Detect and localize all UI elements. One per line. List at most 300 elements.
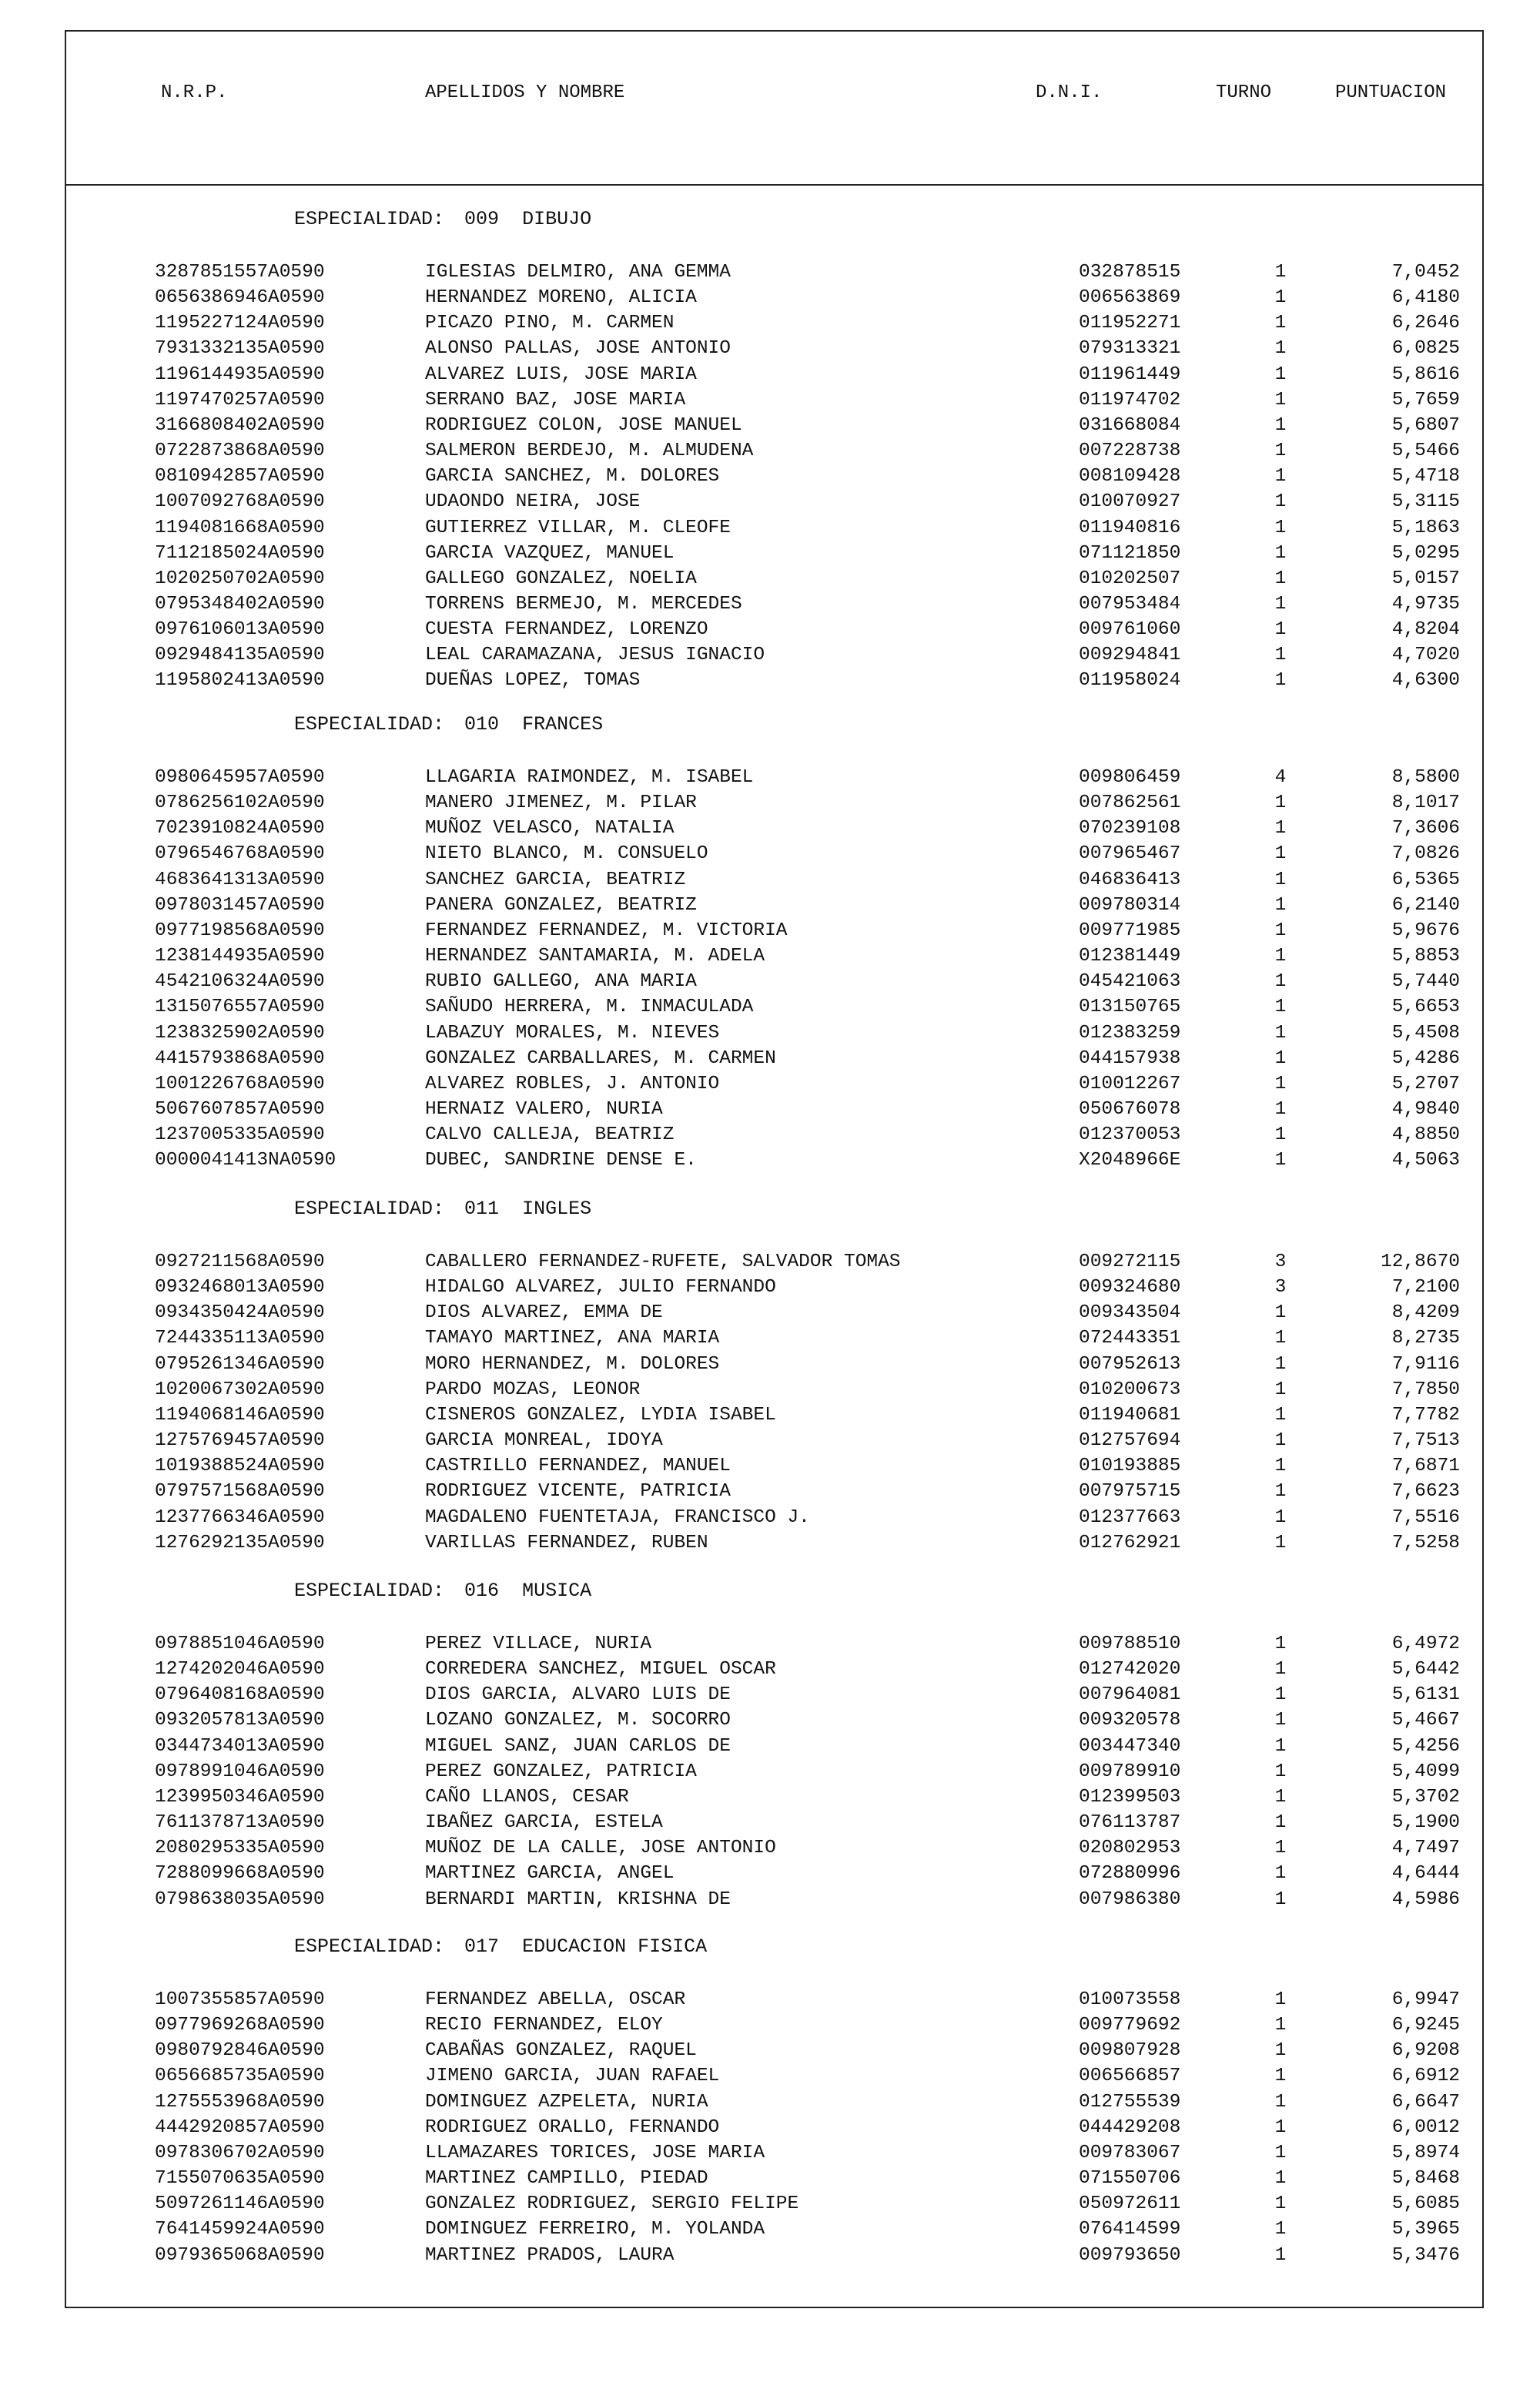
cell-puntuacion: 5,6085 xyxy=(1391,2193,1460,2215)
cell-apellidos-nombre: HERNAIZ VALERO, NURIA xyxy=(425,1098,663,1120)
cell-turno: 1 xyxy=(1274,542,1287,564)
table-row xyxy=(66,617,1482,642)
cell-nrp: 1001226768A0590 xyxy=(155,1073,325,1094)
cell-nrp: 0932468013A0590 xyxy=(155,1277,325,1299)
cell-apellidos-nombre: GONZALEZ CARBALLARES, M. CARMEN xyxy=(425,1047,776,1069)
cell-nrp: 0976106013A0590 xyxy=(155,619,325,641)
cell-apellidos-nombre: LLAMAZARES TORICES, JOSE MARIA xyxy=(425,2142,765,2163)
cell-apellidos-nombre: GUTIERREZ VILLAR, M. CLEOFE xyxy=(425,517,731,538)
table-row xyxy=(66,1428,1482,1453)
table-row xyxy=(66,918,1482,943)
cell-puntuacion: 7,7782 xyxy=(1391,1404,1460,1426)
cell-nrp: 1195802413A0590 xyxy=(155,670,325,692)
table-row xyxy=(66,1275,1482,1300)
cell-turno: 1 xyxy=(1274,2091,1287,2113)
header-nrp: N.R.P. xyxy=(161,82,228,103)
cell-puntuacion: 5,4099 xyxy=(1391,1761,1460,1782)
cell-puntuacion: 7,0452 xyxy=(1391,262,1460,283)
cell-nrp: 4415793868A0590 xyxy=(155,1047,325,1069)
cell-dni: 079313321 xyxy=(1079,338,1181,360)
cell-apellidos-nombre: JIMENO GARCIA, JUAN RAFAEL xyxy=(425,2066,720,2087)
cell-nrp: 1315076557A0590 xyxy=(155,997,325,1018)
cell-turno: 1 xyxy=(1274,1481,1287,1503)
cell-apellidos-nombre: CORREDERA SANCHEZ, MIGUEL OSCAR xyxy=(425,1659,776,1681)
cell-dni: 050972611 xyxy=(1079,2193,1181,2215)
cell-nrp: 1237005335A0590 xyxy=(155,1124,325,1146)
cell-apellidos-nombre: DIOS GARCIA, ALVARO LUIS DE xyxy=(425,1684,731,1706)
cell-turno: 1 xyxy=(1274,1786,1287,1808)
cell-apellidos-nombre: ALVAREZ LUIS, JOSE MARIA xyxy=(425,364,697,385)
cell-turno: 1 xyxy=(1274,869,1287,890)
cell-dni: 009806459 xyxy=(1079,767,1181,788)
table-row xyxy=(66,1657,1482,1682)
cell-apellidos-nombre: DUEÑAS LOPEZ, TOMAS xyxy=(425,670,641,692)
table-row xyxy=(66,2089,1482,2115)
cell-turno: 1 xyxy=(1274,1863,1287,1885)
table-header xyxy=(66,32,1482,186)
cell-dni: 011940816 xyxy=(1079,517,1181,538)
cell-nrp: 0978306702A0590 xyxy=(155,2142,325,2163)
cell-dni: 003447340 xyxy=(1079,1735,1181,1757)
cell-apellidos-nombre: SAÑUDO HERRERA, M. INMACULADA xyxy=(425,997,754,1018)
cell-turno: 1 xyxy=(1274,1735,1287,1757)
table-row xyxy=(66,310,1482,336)
cell-dni: 076113787 xyxy=(1079,1812,1181,1834)
cell-turno: 1 xyxy=(1274,1150,1287,1171)
cell-nrp: 0656685735A0590 xyxy=(155,2066,325,2087)
cell-puntuacion: 5,4718 xyxy=(1391,466,1460,488)
cell-turno: 1 xyxy=(1274,1888,1287,1910)
cell-puntuacion: 8,4209 xyxy=(1391,1302,1460,1324)
table-row xyxy=(66,413,1482,438)
cell-nrp: 7112185024A0590 xyxy=(155,542,325,564)
cell-turno: 1 xyxy=(1274,414,1287,436)
table-row xyxy=(66,464,1482,489)
cell-dni: 046836413 xyxy=(1079,869,1181,890)
specialty-name: DIBUJO xyxy=(522,208,592,230)
cell-dni: 031668084 xyxy=(1079,414,1181,436)
cell-apellidos-nombre: CABAÑAS GONZALEZ, RAQUEL xyxy=(425,2040,697,2062)
table-row xyxy=(66,2166,1482,2191)
cell-apellidos-nombre: HIDALGO ALVAREZ, JULIO FERNANDO xyxy=(425,1277,776,1299)
cell-apellidos-nombre: SERRANO BAZ, JOSE MARIA xyxy=(425,389,686,411)
cell-nrp: 1274202046A0590 xyxy=(155,1659,325,1681)
cell-nrp: 7244335113A0590 xyxy=(155,1328,325,1349)
table-row xyxy=(66,1505,1482,1530)
cell-nrp: 1275769457A0590 xyxy=(155,1430,325,1452)
cell-dni: 010200673 xyxy=(1079,1379,1181,1400)
specialty-code: 010 xyxy=(464,713,500,736)
cell-turno: 1 xyxy=(1274,1098,1287,1120)
cell-turno: 1 xyxy=(1274,2219,1287,2240)
cell-puntuacion: 5,3476 xyxy=(1391,2244,1460,2266)
cell-dni: 009771985 xyxy=(1079,920,1181,941)
cell-dni: 012383259 xyxy=(1079,1022,1181,1044)
table-row xyxy=(66,2115,1482,2140)
cell-turno: 1 xyxy=(1274,338,1287,360)
cell-turno: 1 xyxy=(1274,1838,1287,1859)
cell-turno: 3 xyxy=(1274,1252,1287,1272)
table-row xyxy=(66,591,1482,617)
cell-turno: 1 xyxy=(1274,2193,1287,2215)
cell-nrp: 7023910824A0590 xyxy=(155,818,325,839)
cell-turno: 1 xyxy=(1274,2116,1287,2138)
cell-apellidos-nombre: MARTINEZ CAMPILLO, PIEDAD xyxy=(425,2168,708,2190)
cell-puntuacion: 5,9676 xyxy=(1391,920,1460,941)
cell-turno: 1 xyxy=(1274,1456,1287,1477)
cell-turno: 1 xyxy=(1274,1761,1287,1782)
cell-turno: 1 xyxy=(1274,364,1287,385)
table-row xyxy=(66,1402,1482,1428)
specialty-name: INGLES xyxy=(522,1198,592,1220)
table-row xyxy=(66,2217,1482,2242)
specialty-title xyxy=(294,1198,591,1220)
table-row xyxy=(66,1249,1482,1275)
cell-puntuacion: 7,5516 xyxy=(1391,1506,1460,1528)
cell-dni: 011958024 xyxy=(1079,670,1181,692)
cell-turno: 1 xyxy=(1274,946,1287,967)
table-row xyxy=(66,1300,1482,1325)
cell-dni: 010012267 xyxy=(1079,1073,1181,1094)
cell-dni: 012377663 xyxy=(1079,1506,1181,1528)
cell-apellidos-nombre: DIOS ALVAREZ, EMMA DE xyxy=(425,1302,663,1324)
cell-puntuacion: 5,6653 xyxy=(1391,997,1460,1018)
cell-nrp: 0795261346A0590 xyxy=(155,1353,325,1375)
cell-nrp: 1020250702A0590 xyxy=(155,568,325,589)
cell-dni: 009761060 xyxy=(1079,619,1181,641)
cell-turno: 1 xyxy=(1274,1047,1287,1069)
cell-puntuacion: 7,7850 xyxy=(1391,1379,1460,1400)
cell-nrp: 1194081668A0590 xyxy=(155,517,325,538)
specialty-code: 016 xyxy=(464,1580,500,1602)
cell-puntuacion: 7,2100 xyxy=(1391,1277,1460,1299)
cell-dni: 009783067 xyxy=(1079,2142,1181,2163)
table-row xyxy=(66,1097,1482,1122)
specialty-title xyxy=(294,208,591,230)
cell-apellidos-nombre: CABALLERO FERNANDEZ-RUFETE, SALVADOR TOMAS xyxy=(425,1252,901,1272)
cell-apellidos-nombre: BERNARDI MARTIN, KRISHNA DE xyxy=(425,1888,731,1910)
cell-puntuacion: 4,5986 xyxy=(1391,1888,1460,1910)
specialty-label: ESPECIALIDAD: xyxy=(294,1580,445,1602)
cell-dni: 070239108 xyxy=(1079,818,1181,839)
cell-apellidos-nombre: MUÑOZ VELASCO, NATALIA xyxy=(425,818,675,839)
cell-apellidos-nombre: LOZANO GONZALEZ, M. SOCORRO xyxy=(425,1710,731,1731)
cell-puntuacion: 8,2735 xyxy=(1391,1328,1460,1349)
cell-dni: 008109428 xyxy=(1079,466,1181,488)
cell-puntuacion: 6,0825 xyxy=(1391,338,1460,360)
cell-apellidos-nombre: RODRIGUEZ COLON, JOSE MANUEL xyxy=(425,414,742,436)
cell-nrp: 0810942857A0590 xyxy=(155,466,325,488)
cell-dni: 012742020 xyxy=(1079,1659,1181,1681)
cell-dni: 012757694 xyxy=(1079,1430,1181,1452)
cell-nrp: 7641459924A0590 xyxy=(155,2219,325,2240)
cell-nrp: 1238144935A0590 xyxy=(155,946,325,967)
cell-apellidos-nombre: NIETO BLANCO, M. CONSUELO xyxy=(425,843,708,865)
cell-dni: 076414599 xyxy=(1079,2219,1181,2240)
cell-apellidos-nombre: LEAL CARAMAZANA, JESUS IGNACIO xyxy=(425,645,765,666)
cell-turno: 1 xyxy=(1274,1379,1287,1400)
cell-apellidos-nombre: GARCIA VAZQUEZ, MANUEL xyxy=(425,542,675,564)
cell-nrp: 0980645957A0590 xyxy=(155,767,325,788)
cell-apellidos-nombre: DUBEC, SANDRINE DENSE E. xyxy=(425,1150,697,1171)
table-row xyxy=(66,2191,1482,2217)
cell-puntuacion: 7,6871 xyxy=(1391,1456,1460,1477)
cell-nrp: 1019388524A0590 xyxy=(155,1456,325,1477)
cell-nrp: 4542106324A0590 xyxy=(155,971,325,993)
cell-apellidos-nombre: GARCIA MONREAL, IDOYA xyxy=(425,1430,663,1452)
cell-dni: 009788510 xyxy=(1079,1634,1181,1654)
cell-dni: 010070927 xyxy=(1079,491,1181,513)
cell-dni: 011974702 xyxy=(1079,389,1181,411)
cell-apellidos-nombre: IBAÑEZ GARCIA, ESTELA xyxy=(425,1812,663,1834)
cell-dni: 050676078 xyxy=(1079,1098,1181,1120)
table-row xyxy=(66,336,1482,361)
cell-turno: 1 xyxy=(1274,894,1287,916)
cell-nrp: 1238325902A0590 xyxy=(155,1022,325,1044)
cell-nrp: 0796546768A0590 xyxy=(155,843,325,865)
specialty-title xyxy=(294,713,603,736)
cell-dni: 072880996 xyxy=(1079,1863,1181,1885)
cell-puntuacion: 5,4667 xyxy=(1391,1710,1460,1731)
cell-apellidos-nombre: IGLESIAS DELMIRO, ANA GEMMA xyxy=(425,262,731,283)
cell-dni: 011961449 xyxy=(1079,364,1181,385)
cell-nrp: 0977198568A0590 xyxy=(155,920,325,941)
cell-dni: 006566857 xyxy=(1079,2066,1181,2087)
cell-dni: 011940681 xyxy=(1079,1404,1181,1426)
cell-turno: 1 xyxy=(1274,287,1287,309)
cell-apellidos-nombre: CASTRILLO FERNANDEZ, MANUEL xyxy=(425,1456,731,1477)
table-row xyxy=(66,1861,1482,1886)
cell-apellidos-nombre: PEREZ GONZALEZ, PATRICIA xyxy=(425,1761,697,1782)
cell-nrp: 4442920857A0590 xyxy=(155,2116,325,2138)
cell-turno: 4 xyxy=(1274,767,1287,788)
cell-turno: 1 xyxy=(1274,1430,1287,1452)
cell-nrp: 1007092768A0590 xyxy=(155,491,325,513)
table-row xyxy=(66,841,1482,866)
table-row xyxy=(66,1835,1482,1861)
table-row xyxy=(66,1479,1482,1504)
cell-dni: 032878515 xyxy=(1079,262,1181,283)
table-row xyxy=(66,1784,1482,1810)
cell-turno: 1 xyxy=(1274,441,1287,462)
cell-nrp: 0934350424A0590 xyxy=(155,1302,325,1324)
cell-puntuacion: 5,4256 xyxy=(1391,1735,1460,1757)
table-row xyxy=(66,260,1482,285)
cell-turno: 1 xyxy=(1274,793,1287,814)
cell-nrp: 0344734013A0590 xyxy=(155,1735,325,1757)
cell-apellidos-nombre: MANERO JIMENEZ, M. PILAR xyxy=(425,793,697,814)
cell-dni: 044429208 xyxy=(1079,2116,1181,2138)
cell-dni: 045421063 xyxy=(1079,971,1181,993)
cell-apellidos-nombre: FERNANDEZ FERNANDEZ, M. VICTORIA xyxy=(425,920,788,941)
cell-apellidos-nombre: MARTINEZ PRADOS, LAURA xyxy=(425,2244,675,2266)
cell-turno: 1 xyxy=(1274,818,1287,839)
cell-dni: 009780314 xyxy=(1079,894,1181,916)
cell-puntuacion: 7,9116 xyxy=(1391,1353,1460,1375)
cell-dni: 007975715 xyxy=(1079,1481,1181,1503)
cell-turno: 1 xyxy=(1274,568,1287,589)
cell-puntuacion: 5,6131 xyxy=(1391,1684,1460,1706)
cell-apellidos-nombre: SALMERON BERDEJO, M. ALMUDENA xyxy=(425,441,754,462)
specialty-label: ESPECIALIDAD: xyxy=(294,208,445,230)
cell-dni: 009343504 xyxy=(1079,1302,1181,1324)
cell-apellidos-nombre: TORRENS BERMEJO, M. MERCEDES xyxy=(425,593,742,615)
cell-apellidos-nombre: DOMINGUEZ AZPELETA, NURIA xyxy=(425,2091,708,2113)
cell-apellidos-nombre: PARDO MOZAS, LEONOR xyxy=(425,1379,641,1400)
cell-turno: 1 xyxy=(1274,1659,1287,1681)
cell-nrp: 1194068146A0590 xyxy=(155,1404,325,1426)
cell-turno: 1 xyxy=(1274,2015,1287,2036)
cell-nrp: 0927211568A0590 xyxy=(155,1252,325,1272)
cell-dni: 007986380 xyxy=(1079,1888,1181,1910)
cell-puntuacion: 7,5258 xyxy=(1391,1532,1460,1553)
cell-dni: 013150765 xyxy=(1079,997,1181,1018)
cell-apellidos-nombre: HERNANDEZ MORENO, ALICIA xyxy=(425,287,697,309)
specialty-code: 009 xyxy=(464,208,500,230)
table-row xyxy=(66,1071,1482,1097)
cell-apellidos-nombre: RODRIGUEZ ORALLO, FERNANDO xyxy=(425,2116,720,2138)
cell-turno: 1 xyxy=(1274,1989,1287,2010)
table-row xyxy=(66,387,1482,413)
cell-dni: 012755539 xyxy=(1079,2091,1181,2113)
table-row xyxy=(66,1530,1482,1556)
cell-puntuacion: 6,9947 xyxy=(1391,1989,1460,2010)
cell-dni: 010193885 xyxy=(1079,1456,1181,1477)
cell-dni: 007964081 xyxy=(1079,1684,1181,1706)
cell-puntuacion: 5,1863 xyxy=(1391,517,1460,538)
cell-dni: 010073558 xyxy=(1079,1989,1181,2010)
cell-nrp: 0795348402A0590 xyxy=(155,593,325,615)
cell-nrp: 0978031457A0590 xyxy=(155,894,325,916)
cell-apellidos-nombre: PEREZ VILLACE, NURIA xyxy=(425,1634,652,1654)
cell-dni: 006563869 xyxy=(1079,287,1181,309)
table-row xyxy=(66,1352,1482,1377)
cell-turno: 1 xyxy=(1274,1404,1287,1426)
cell-apellidos-nombre: MAGDALENO FUENTETAJA, FRANCISCO J. xyxy=(425,1506,810,1528)
cell-apellidos-nombre: GALLEGO GONZALEZ, NOELIA xyxy=(425,568,697,589)
cell-turno: 1 xyxy=(1274,645,1287,666)
cell-puntuacion: 5,7659 xyxy=(1391,389,1460,411)
cell-puntuacion: 5,3702 xyxy=(1391,1786,1460,1808)
cell-apellidos-nombre: ALVAREZ ROBLES, J. ANTONIO xyxy=(425,1073,720,1094)
cell-puntuacion: 4,6444 xyxy=(1391,1863,1460,1885)
cell-nrp: 0979365068A0590 xyxy=(155,2244,325,2266)
cell-turno: 1 xyxy=(1274,313,1287,334)
cell-puntuacion: 5,6807 xyxy=(1391,414,1460,436)
cell-puntuacion: 5,8468 xyxy=(1391,2168,1460,2190)
cell-nrp: 0722873868A0590 xyxy=(155,441,325,462)
specialty-title xyxy=(294,1580,591,1602)
cell-turno: 1 xyxy=(1274,2244,1287,2266)
cell-apellidos-nombre: FERNANDEZ ABELLA, OSCAR xyxy=(425,1989,686,2010)
cell-puntuacion: 7,0826 xyxy=(1391,843,1460,865)
cell-dni: 012381449 xyxy=(1079,946,1181,967)
cell-apellidos-nombre: RODRIGUEZ VICENTE, PATRICIA xyxy=(425,1481,731,1503)
specialty-label: ESPECIALIDAD: xyxy=(294,1198,445,1220)
table-row xyxy=(66,1046,1482,1071)
cell-dni: 071550706 xyxy=(1079,2168,1181,2190)
cell-dni: 012399503 xyxy=(1079,1786,1181,1808)
cell-turno: 1 xyxy=(1274,1506,1287,1528)
table-row xyxy=(66,765,1482,790)
cell-puntuacion: 4,6300 xyxy=(1391,670,1460,692)
cell-apellidos-nombre: MUÑOZ DE LA CALLE, JOSE ANTONIO xyxy=(425,1838,776,1859)
cell-puntuacion: 7,7513 xyxy=(1391,1430,1460,1452)
cell-nrp: 1020067302A0590 xyxy=(155,1379,325,1400)
cell-dni: 044157938 xyxy=(1079,1047,1181,1069)
specialty-code: 017 xyxy=(464,1935,500,1958)
cell-turno: 1 xyxy=(1274,920,1287,941)
cell-apellidos-nombre: TAMAYO MARTINEZ, ANA MARIA xyxy=(425,1328,720,1349)
cell-nrp: 0798638035A0590 xyxy=(155,1888,325,1910)
cell-turno: 1 xyxy=(1274,2066,1287,2087)
cell-dni: 007965467 xyxy=(1079,843,1181,865)
cell-dni: 007953484 xyxy=(1079,593,1181,615)
cell-puntuacion: 8,1017 xyxy=(1391,793,1460,814)
cell-apellidos-nombre: PICAZO PINO, M. CARMEN xyxy=(425,313,675,334)
cell-nrp: 1276292135A0590 xyxy=(155,1532,325,1553)
cell-apellidos-nombre: SANCHEZ GARCIA, BEATRIZ xyxy=(425,869,686,890)
cell-apellidos-nombre: RUBIO GALLEGO, ANA MARIA xyxy=(425,971,697,993)
cell-apellidos-nombre: MORO HERNANDEZ, M. DOLORES xyxy=(425,1353,720,1375)
cell-puntuacion: 6,0012 xyxy=(1391,2116,1460,2138)
cell-puntuacion: 4,8204 xyxy=(1391,619,1460,641)
specialty-name: FRANCES xyxy=(522,713,604,736)
cell-puntuacion: 6,2646 xyxy=(1391,313,1460,334)
cell-puntuacion: 5,0157 xyxy=(1391,568,1460,589)
cell-puntuacion: 5,8853 xyxy=(1391,946,1460,967)
cell-apellidos-nombre: MARTINEZ GARCIA, ANGEL xyxy=(425,1863,675,1885)
cell-puntuacion: 6,6647 xyxy=(1391,2091,1460,2113)
cell-apellidos-nombre: CISNEROS GONZALEZ, LYDIA ISABEL xyxy=(425,1404,776,1426)
cell-puntuacion: 7,3606 xyxy=(1391,818,1460,839)
specialty-name: MUSICA xyxy=(522,1580,592,1602)
cell-turno: 1 xyxy=(1274,466,1287,488)
cell-nrp: 0797571568A0590 xyxy=(155,1481,325,1503)
cell-nrp: 0977969268A0590 xyxy=(155,2015,325,2036)
cell-dni: 009807928 xyxy=(1079,2040,1181,2062)
cell-puntuacion: 5,8974 xyxy=(1391,2142,1460,2163)
cell-nrp: 2080295335A0590 xyxy=(155,1838,325,1859)
table-row xyxy=(66,994,1482,1020)
table-row xyxy=(66,867,1482,893)
cell-nrp: 5067607857A0590 xyxy=(155,1098,325,1120)
cell-puntuacion: 5,1900 xyxy=(1391,1812,1460,1834)
table-row xyxy=(66,1377,1482,1402)
cell-nrp: 0978991046A0590 xyxy=(155,1761,325,1782)
cell-turno: 1 xyxy=(1274,619,1287,641)
table-row xyxy=(66,1707,1482,1733)
table-row xyxy=(66,642,1482,668)
cell-puntuacion: 7,6623 xyxy=(1391,1481,1460,1503)
specialty-title xyxy=(294,1935,707,1958)
cell-nrp: 0786256102A0590 xyxy=(155,793,325,814)
cell-apellidos-nombre: LLAGARIA RAIMONDEZ, M. ISABEL xyxy=(425,767,754,788)
cell-dni: 007952613 xyxy=(1079,1353,1181,1375)
cell-turno: 1 xyxy=(1274,1710,1287,1731)
cell-dni: 071121850 xyxy=(1079,542,1181,564)
table-row xyxy=(66,1453,1482,1479)
table-row xyxy=(66,489,1482,514)
cell-turno: 1 xyxy=(1274,670,1287,692)
cell-dni: 009294841 xyxy=(1079,645,1181,666)
table-row xyxy=(66,668,1482,693)
cell-puntuacion: 4,8850 xyxy=(1391,1124,1460,1146)
table-row xyxy=(66,362,1482,387)
cell-apellidos-nombre: PANERA GONZALEZ, BEATRIZ xyxy=(425,894,697,916)
cell-nrp: 1239950346A0590 xyxy=(155,1786,325,1808)
cell-puntuacion: 5,5466 xyxy=(1391,441,1460,462)
